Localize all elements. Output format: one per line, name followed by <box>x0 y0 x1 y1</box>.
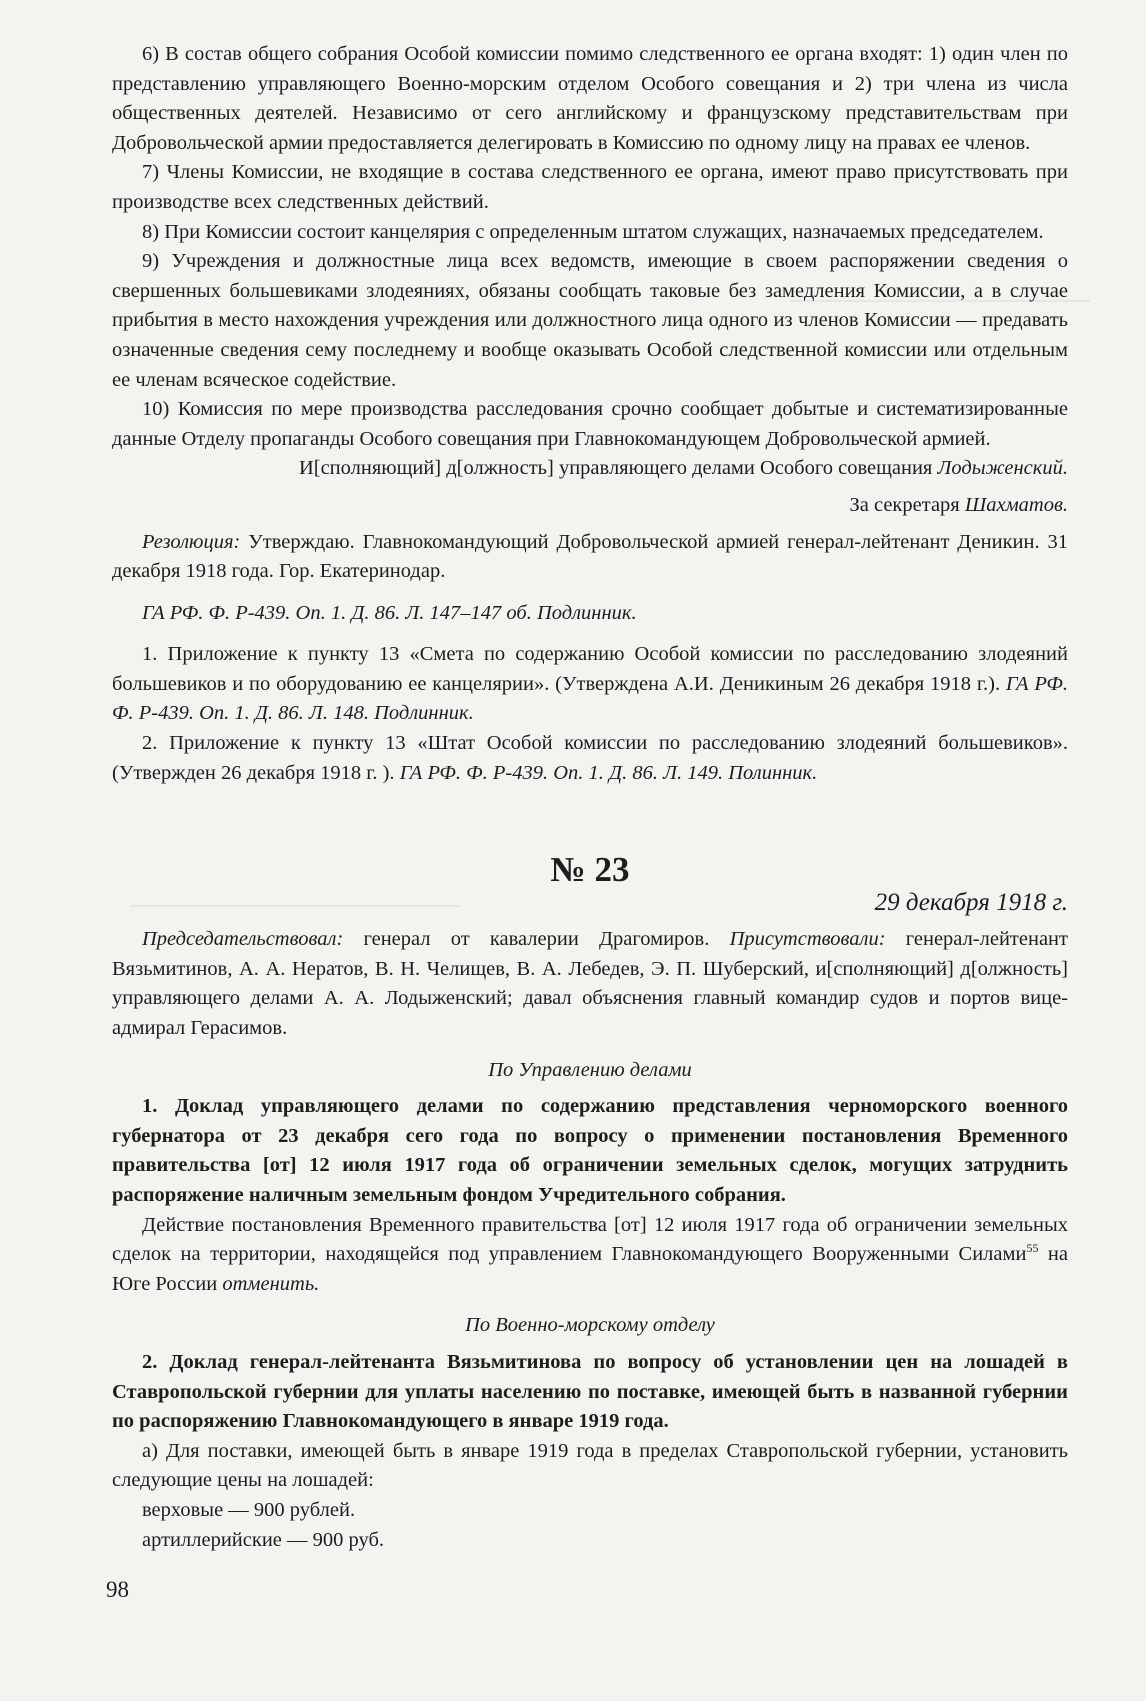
present-label: Присутствовали: <box>729 928 886 951</box>
document-date: 29 декабря 1918 г. <box>874 889 1068 917</box>
appendix-2-text: 2. Приложение к пункту 13 «Штат Особой комиссии по расследованию злодеяний большевиков». (Утвержден 26 декабря 1918 г. ). <box>112 732 1068 784</box>
item-6: 6) В состав общего собрания Особой комиссии помимо следственного ее органа входят: 1) один член по представлению управляющего Военно-морским отделом Особого совещания и 2) три члена из числа общественных деятелей. Независимо от сего английскому и французскому представительствам при Добровольческой армии предоставляется делегировать в Комиссию по одному лицу на правах ее членов. <box>112 43 1068 154</box>
page-content <box>112 40 1068 1555</box>
resolution-label: Резолюция: <box>142 530 241 553</box>
resolution-text: Утверждаю. Главнокомандующий Добровольческой армией генерал-лейтенант Деникин. 31 декабря 1918 года. Гор. Екатеринодар. <box>112 530 1068 583</box>
signature-executive-title: И[сполняющий] д[олжность] управляющего делами Особого совещания <box>298 457 938 480</box>
report-2-title: 2. Доклад генерал-лейтенанта Вязьмитинова по вопросу об установлении цен на лошадей в Ставропольской губернии для уплаты населению по поставке, имеющей быть в названной губернии по распоряжению Главнокомандующего в январе 1919 года. <box>112 1350 1068 1433</box>
document-number: № 23 <box>550 850 630 890</box>
appendix-2-ref: ГА РФ. Ф. Р-439. Оп. 1. Д. 86. Л. 149. Полинник. <box>399 761 818 784</box>
report-1-decision-word: отменить. <box>222 1272 320 1295</box>
item-8: 8) При Комиссии состоит канцелярия с определенным штатом служащих, назначаемых председателем. <box>142 220 1044 243</box>
report-1-text: Действие постановления Временного правительства [от] 12 июля 1917 года об ограничении земельных сделок на территории, находящейся под управлением Главнокомандующего Вооруженными Силами <box>112 1213 1068 1266</box>
appendix-2 <box>112 729 1068 788</box>
signature-secretary-name: Шахматов. <box>964 493 1068 516</box>
footnote-marker: 55 <box>1026 1241 1039 1256</box>
appendix-1-text: 1. Приложение к пункту 13 «Смета по содержанию Особой комиссии по расследованию злодеяний большевиков и по оборудованию ее канцелярии». (Утверждена А.И. Деникиным 26 декабря 1918 г.). <box>112 643 1068 695</box>
price-riding-horses: верховые — 900 рублей. <box>142 1498 356 1521</box>
report-1-title: 1. Доклад управляющего делами по содержанию представления черноморского военного губернатора от 23 декабря сего года по вопросу о применении постановления Временного правительства [от] 12 июля 1917 года об ограничении земельных сделок, могущих затруднить распоряжение наличным земельным фондом Учредительного собрания. <box>112 1095 1068 1206</box>
chair-text: генерал от кавалерии Драгомиров. <box>343 928 730 951</box>
signature-executive-name: Лодыженский. <box>937 457 1068 480</box>
page-number: 98 <box>106 1577 129 1602</box>
attendance <box>112 925 1068 1043</box>
item-7: 7) Члены Комиссии, не входящие в состава следственного ее органа, имеют право присутствовать при производстве всех следственных действий. <box>112 161 1068 213</box>
signature-executive <box>112 454 1068 484</box>
signature-secretary-title: За секретаря <box>849 493 965 516</box>
section-heading-administration: По Управлению делами <box>488 1058 692 1081</box>
item-10: 10) Комиссия по мере производства расследования срочно сообщает добытые и систематизированные данные Отделу пропаганды Особого совещания при Главнокомандующем Добровольческой армией. <box>112 398 1068 450</box>
signature-secretary <box>112 491 1068 521</box>
report-2-item-a: а) Для поставки, имеющей быть в январе 1919 года в пределах Ставропольской губернии, установить следующие цены на лошадей: <box>112 1439 1068 1492</box>
chair-label: Председательствовал: <box>142 928 344 951</box>
present-text: генерал-лейтенант Вязьмитинов, А. А. Нератов, В. Н. Челищев, В. А. Лебедев, Э. П. Шуберский, и[сполняющий] д[олжность] управляющего делами А. А. Лодыженский; давал объяснения главный командир судов и портов вице-адмирал Герасимов. <box>112 928 1068 1040</box>
resolution <box>112 528 1068 587</box>
report-1-text-end: на Юге России <box>112 1243 1068 1295</box>
section-heading-naval: По Военно-морскому отделу <box>465 1314 715 1337</box>
item-9: 9) Учреждения и должностные лица всех ведомств, имеющие в своем распоряжении сведения о свершенных большевиками злодеяниях, обязаны сообщать таковые без замедления Комиссии, а в случае прибытия в место нахождения учреждения или должностного лица одного из членов Комиссии — предавать означенные сведения сему последнему и вообще оказывать Особой следственной комиссии или отдельным ее членам всяческое содействие. <box>112 250 1068 391</box>
price-artillery-horses: артиллерийские — 900 руб. <box>142 1528 385 1551</box>
appendix-1 <box>112 640 1068 729</box>
archive-reference: ГА РФ. Ф. Р-439. Оп. 1. Д. 86. Л. 147–147 об. Подлинник. <box>142 601 637 624</box>
report-1-decision <box>112 1211 1068 1300</box>
appendix-1-ref: ГА РФ. Ф. Р-439. Оп. 1. Д. 86. Л. 148. Подлинник. <box>112 672 1068 725</box>
